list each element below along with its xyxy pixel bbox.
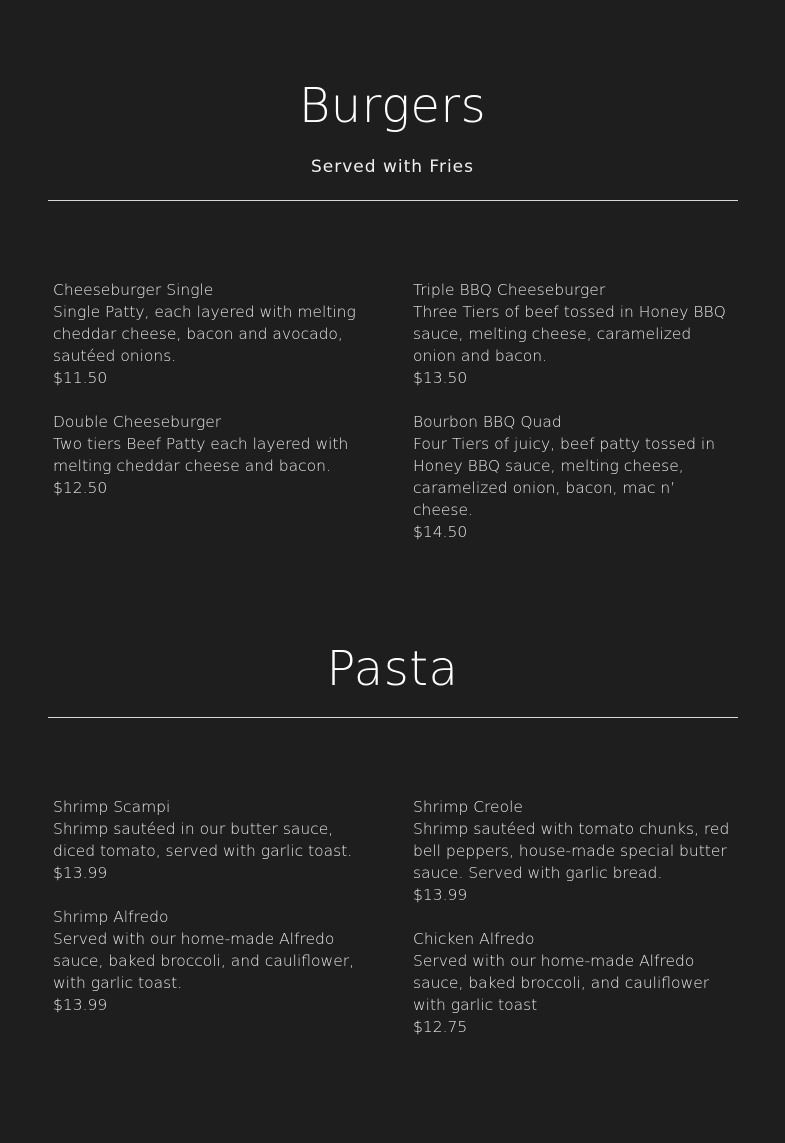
menu-item-price: $11.50 xyxy=(53,369,108,387)
menu-item xyxy=(53,279,373,389)
menu-item xyxy=(413,279,733,389)
menu-item-description: Single Patty, each layered with melting cheddar cheese, bacon and avocado, sautéed onions. xyxy=(53,303,356,365)
menu-item-name: Shrimp Scampi xyxy=(53,798,171,816)
menu-item-price: $13.99 xyxy=(413,886,468,904)
menu-column-left xyxy=(53,796,373,1038)
menu-item-name: Shrimp Alfredo xyxy=(53,908,169,926)
menu-item-name: Cheeseburger Single xyxy=(53,281,214,299)
menu-item-name: Bourbon BBQ Quad xyxy=(413,413,562,431)
menu-column-right xyxy=(413,796,733,1060)
section-divider xyxy=(48,717,738,718)
menu-item-description: Two tiers Beef Patty each layered with melting cheddar cheese and bacon. xyxy=(53,435,349,475)
section-title-pasta: Pasta xyxy=(326,641,459,697)
menu-item-price: $14.50 xyxy=(413,523,468,541)
menu-item-price: $13.99 xyxy=(53,864,108,882)
menu-item xyxy=(53,906,373,1016)
menu-item xyxy=(53,796,373,884)
menu-item-price: $12.50 xyxy=(53,479,108,497)
menu-item-name: Triple BBQ Cheeseburger xyxy=(413,281,606,299)
menu-item xyxy=(413,796,733,906)
menu-column-right xyxy=(413,279,733,565)
menu-item-description: Three Tiers of beef tossed in Honey BBQ sauce, melting cheese, caramelized onion and bacon. xyxy=(413,303,726,365)
menu-item-name: Chicken Alfredo xyxy=(413,930,535,948)
menu-item xyxy=(413,928,733,1038)
section-title-burgers: Burgers xyxy=(298,78,487,134)
menu-item-name: Shrimp Creole xyxy=(413,798,523,816)
menu-item-description: Four Tiers of juicy, beef patty tossed in Honey BBQ sauce, melting cheese, caramelized onion, bacon, mac n’ cheese. xyxy=(413,435,716,519)
menu-item xyxy=(53,411,373,499)
menu-item-description: Shrimp sautéed in our butter sauce, diced tomato, served with garlic toast. xyxy=(53,820,353,860)
section-subtitle-burgers: Served with Fries xyxy=(311,157,474,177)
menu-item-description: Served with our home-made Alfredo sauce, baked broccoli, and cauliflower with garlic toast xyxy=(413,952,710,1014)
menu-item-price: $12.75 xyxy=(413,1018,468,1036)
menu-item-description: Served with our home-made Alfredo sauce, baked broccoli, and cauliflower, with garlic toast. xyxy=(53,930,355,992)
menu-item-description: Shrimp sautéed with tomato chunks, red bell peppers, house-made special butter sauce. Served with garlic bread. xyxy=(413,820,730,882)
menu-item-price: $13.50 xyxy=(413,369,468,387)
menu-item-name: Double Cheeseburger xyxy=(53,413,222,431)
section-divider xyxy=(48,200,738,201)
menu-column-left xyxy=(53,279,373,521)
menu-item xyxy=(413,411,733,543)
menu-item-price: $13.99 xyxy=(53,996,108,1014)
